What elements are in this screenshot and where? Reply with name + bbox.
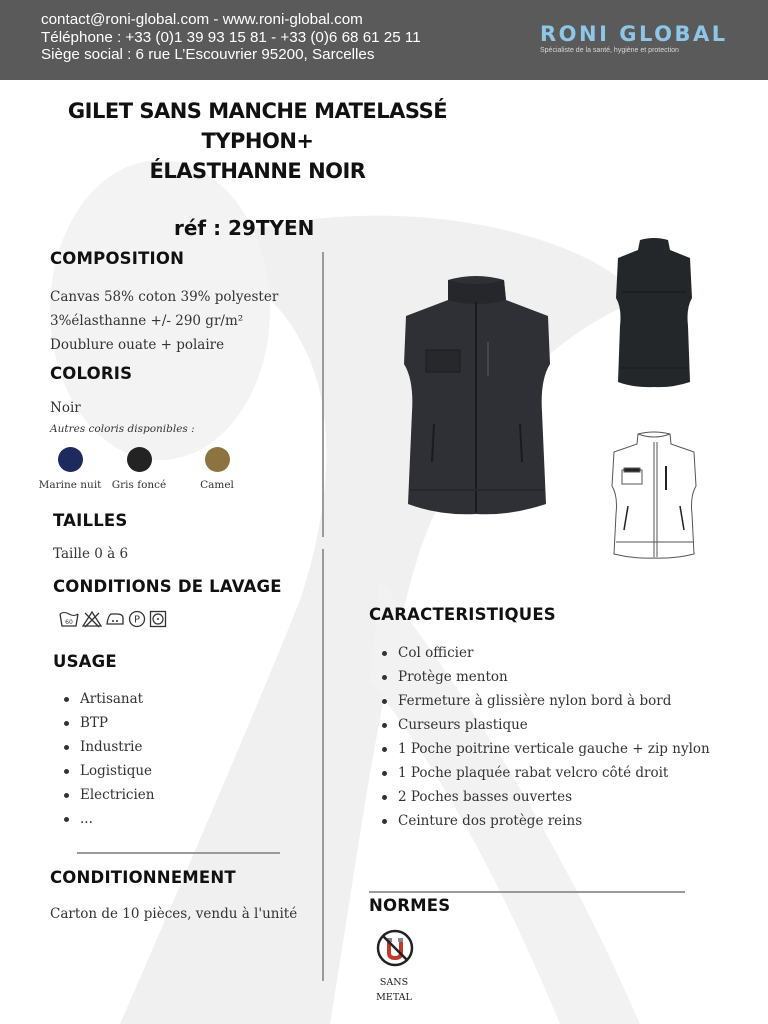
contact-phone: Téléphone : +33 (0)1 39 93 15 81 - +33 (0)6 68 61 25 11 — [41, 28, 421, 46]
list-item: Ceinture dos protège reins — [382, 809, 710, 833]
product-title — [30, 96, 485, 186]
usage-list — [64, 687, 154, 831]
vest-back-photo — [612, 236, 696, 388]
no-bleach-icon — [82, 610, 102, 628]
swatch-label-gris-fonce: Gris foncé — [111, 479, 167, 491]
swatch-camel — [205, 447, 230, 472]
company-logo — [540, 22, 740, 54]
product-reference: réf : 29TYEN — [174, 216, 315, 240]
list-item: Protège menton — [382, 665, 710, 689]
conditionnement-value: Carton de 10 pièces, vendu à l'unité — [50, 906, 298, 922]
coloris-others-label: Autres coloris disponibles : — [50, 423, 195, 435]
list-item: 1 Poche poitrine verticale gauche + zip nylon — [382, 737, 710, 761]
list-item: Electricien — [64, 783, 154, 807]
usage-heading: USAGE — [53, 652, 117, 671]
list-item: 2 Poches basses ouvertes — [382, 785, 710, 809]
vertical-divider-top — [322, 252, 324, 537]
contact-block — [41, 11, 421, 64]
list-item: Industrie — [64, 735, 154, 759]
list-item: 1 Poche plaquée rabat velcro côté droit — [382, 761, 710, 785]
lavage-heading: CONDITIONS DE LAVAGE — [53, 577, 282, 596]
swatch-label-camel: Camel — [200, 479, 234, 491]
list-item: BTP — [64, 711, 154, 735]
svg-text:P: P — [133, 614, 141, 626]
metal-free-icon — [376, 929, 414, 967]
header-bar — [0, 0, 768, 80]
swatch-marine-nuit — [58, 447, 83, 472]
vest-technical-drawing — [608, 430, 700, 560]
professional-cleaning-p-icon — [128, 610, 146, 628]
tailles-heading: TAILLES — [53, 511, 128, 530]
contact-email-web: contact@roni-global.com - www.roni-global.com — [41, 11, 363, 28]
divider-right — [369, 891, 685, 893]
wash-60-icon — [59, 610, 79, 628]
normes-heading: NORMES — [369, 896, 451, 915]
vertical-divider-bottom — [322, 549, 324, 981]
care-symbols — [59, 610, 167, 628]
coloris-current: Noir — [50, 400, 81, 416]
conditionnement-heading: CONDITIONNEMENT — [50, 868, 236, 887]
tailles-value: Taille 0 à 6 — [53, 546, 129, 562]
list-item: ... — [64, 807, 154, 831]
swatch-gris-fonce — [127, 447, 152, 472]
caracteristiques-heading: CARACTERISTIQUES — [369, 605, 556, 624]
title-line-2: TYPHON+ — [201, 129, 314, 153]
caracteristiques-list — [382, 641, 710, 833]
list-item: Curseurs plastique — [382, 713, 710, 737]
list-item: Artisanat — [64, 687, 154, 711]
composition-line-3: Doublure ouate + polaire — [50, 337, 225, 353]
list-item: Fermeture à glissière nylon bord à bord — [382, 689, 710, 713]
title-line-3: ÉLASTHANNE NOIR — [149, 159, 366, 183]
metal-free-line-1: SANS — [379, 977, 409, 988]
tumble-dry-icon — [149, 610, 167, 628]
vest-front-photo — [400, 272, 552, 520]
composition-line-2: 3%élasthanne +/- 290 gr/m² — [50, 313, 244, 329]
coloris-heading: COLORIS — [50, 364, 133, 383]
metal-free-line-2: METAL — [376, 992, 412, 1003]
svg-text:60: 60 — [65, 619, 73, 626]
composition-heading: COMPOSITION — [50, 249, 185, 268]
logo-name: RONI GLOBAL — [540, 22, 728, 46]
swatch-label-marine-nuit: Marine nuit — [38, 479, 102, 491]
metal-free-label — [364, 975, 424, 1005]
title-line-1: GILET SANS MANCHE MATELASSÉ — [67, 99, 448, 123]
list-item: Col officier — [382, 641, 710, 665]
composition-line-1: Canvas 58% coton 39% polyester — [50, 289, 279, 305]
list-item: Logistique — [64, 759, 154, 783]
divider-left — [77, 852, 280, 854]
logo-tagline: Spécialiste de la santé, hygiène et protection — [540, 47, 679, 54]
iron-medium-icon — [105, 610, 125, 628]
contact-address: Siège social : 6 rue L’Escouvrier 95200, Sarcelles — [41, 46, 375, 63]
